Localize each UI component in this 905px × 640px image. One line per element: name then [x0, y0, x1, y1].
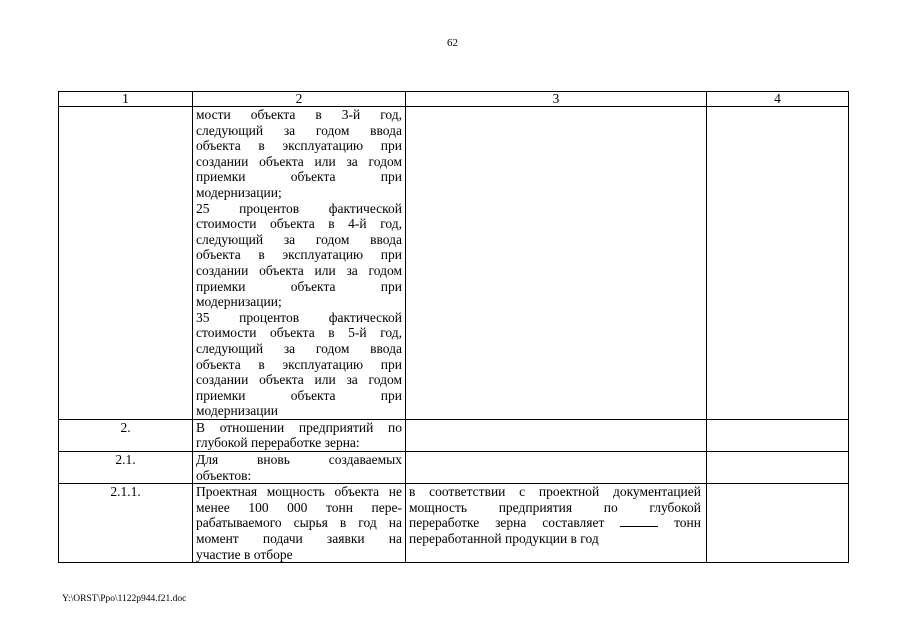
- cell-description: [406, 107, 707, 420]
- page-number: 62: [447, 37, 458, 49]
- text-line: переработанной продукции в год: [409, 531, 599, 547]
- table-row-2-1-1: [59, 484, 849, 563]
- text-line: рабатываемого сырья в год на: [196, 515, 402, 531]
- text-fragment: тонн: [674, 515, 701, 531]
- cell-notes: [707, 107, 849, 420]
- table-header-row: [59, 92, 849, 107]
- cell-criteria: [193, 107, 406, 420]
- text-line: момент подачи заявки на: [196, 531, 402, 547]
- regulation-table: [58, 91, 849, 563]
- text-line: глубокой переработке зерна:: [196, 435, 360, 451]
- text-line: создании объекта или за годом: [196, 262, 402, 278]
- text-line: в соответствии с проектной документацией: [409, 484, 701, 500]
- text-line: следующий за годом ввода: [196, 122, 402, 138]
- cell-number: [59, 107, 193, 420]
- text-line: приемки объекта при: [196, 169, 402, 185]
- cell-notes: [707, 419, 849, 451]
- text-line: модернизации;: [196, 184, 282, 200]
- text-line: следующий за годом ввода: [196, 231, 402, 247]
- text-line: мощность предприятия по глубокой: [409, 499, 701, 515]
- footer-file-path: Y:\ORST\Ppo\1122p944.f21.doc: [62, 594, 187, 604]
- column-header-2: 2: [193, 92, 406, 107]
- text-line: В отношении предприятий по: [196, 419, 402, 435]
- table-row-2-1: [59, 452, 849, 484]
- cell-number: 2.1.1.: [59, 484, 193, 563]
- table-row-2: [59, 419, 849, 451]
- cell-description: [406, 452, 707, 484]
- table-row-continuation: [59, 107, 849, 420]
- cell-number: 2.1.: [59, 452, 193, 484]
- column-header-4: 4: [707, 92, 849, 107]
- text-line: 25 процентов фактической: [196, 200, 402, 216]
- text-line: объекта в эксплуатацию при: [196, 247, 402, 263]
- text-line: стоимости объекта в 4-й год,: [196, 216, 402, 232]
- column-header-1: 1: [59, 92, 193, 107]
- text-fragment: переработке зерна составляет: [409, 515, 605, 531]
- text-line-with-blank: [409, 515, 701, 531]
- cell-number: 2.: [59, 419, 193, 451]
- fill-in-blank: [620, 516, 658, 527]
- cell-criteria: [193, 452, 406, 484]
- text-line: следующий за годом ввода: [196, 340, 402, 356]
- text-line: модернизации;: [196, 294, 282, 310]
- text-line: объекта в эксплуатацию при: [196, 356, 402, 372]
- cell-description: [406, 419, 707, 451]
- cell-criteria: [193, 484, 406, 563]
- text-line: объекта в эксплуатацию при: [196, 138, 402, 154]
- text-line: мости объекта в 3-й год,: [196, 107, 402, 122]
- text-line: приемки объекта при: [196, 278, 402, 294]
- cell-criteria: [193, 419, 406, 451]
- text-line: 35 процентов фактической: [196, 309, 402, 325]
- cell-notes: [707, 452, 849, 484]
- text-line: участие в отборе: [196, 546, 293, 562]
- text-line: приемки объекта при: [196, 387, 402, 403]
- text-line: стоимости объекта в 5-й год,: [196, 325, 402, 341]
- cell-notes: [707, 484, 849, 563]
- text-line: менее 100 000 тонн пере-: [196, 499, 402, 515]
- text-line: Проектная мощность объекта не: [196, 484, 402, 500]
- text-line: модернизации: [196, 403, 278, 419]
- text-line: объектов:: [196, 467, 252, 483]
- text-line: создании объекта или за годом: [196, 153, 402, 169]
- cell-description: [406, 484, 707, 563]
- column-header-3: 3: [406, 92, 707, 107]
- text-line: Для вновь создаваемых: [196, 452, 402, 468]
- text-line: создании объекта или за годом: [196, 372, 402, 388]
